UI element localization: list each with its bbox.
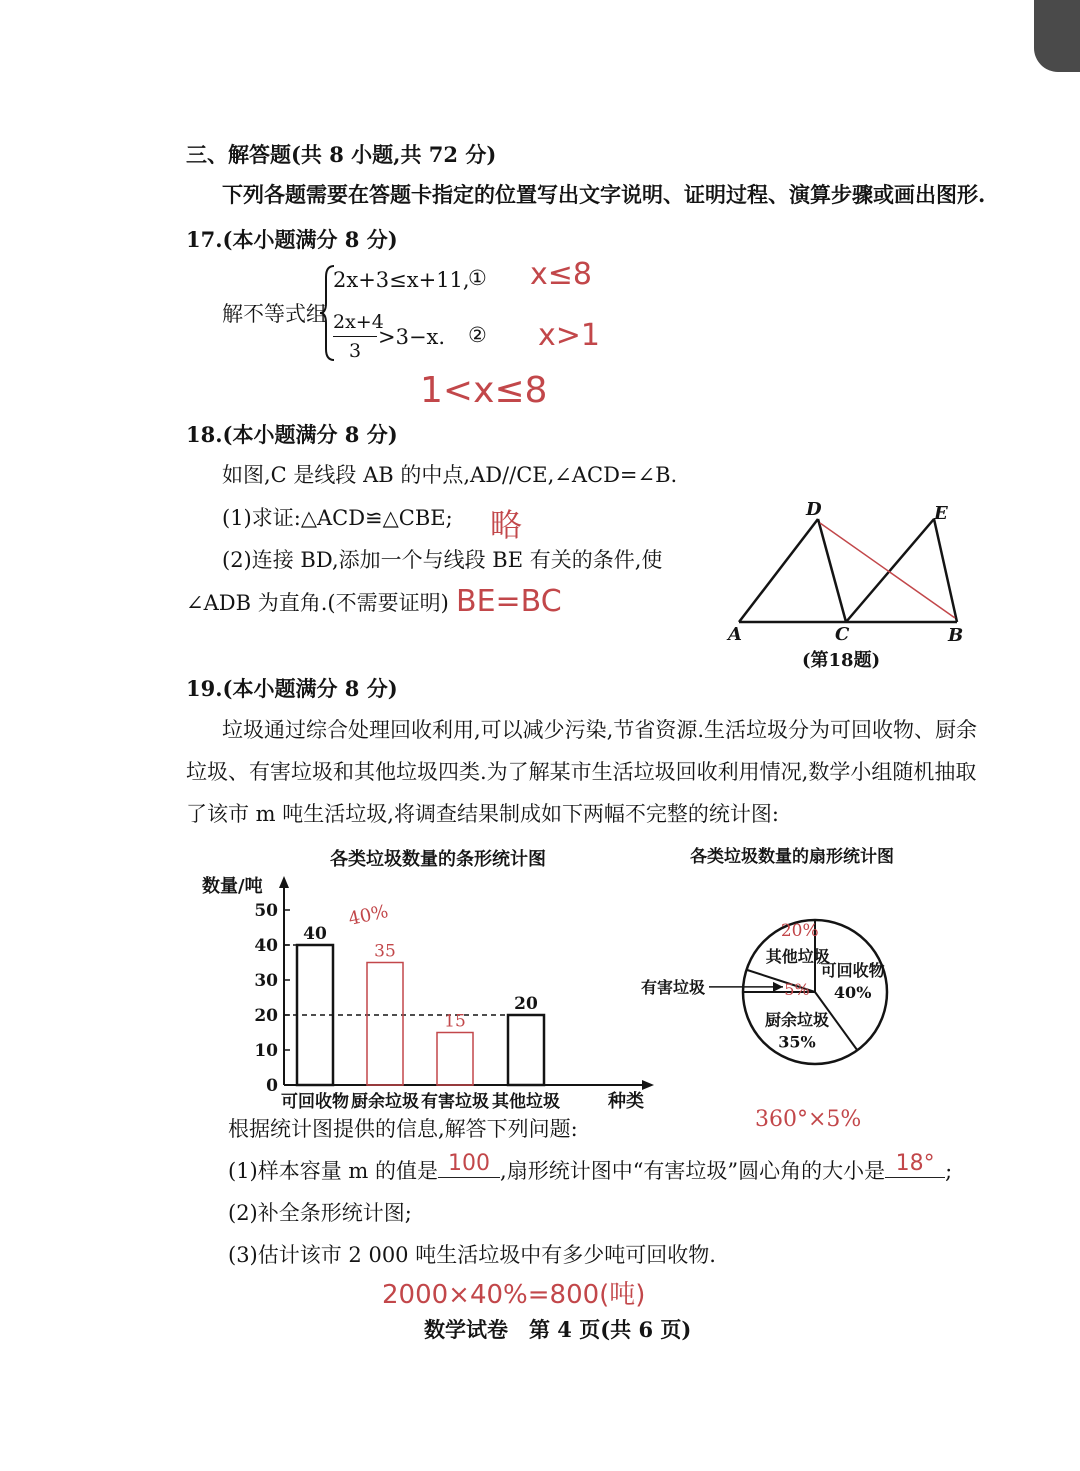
viewer-corner-overlay: [1034, 0, 1080, 72]
section-heading: 三、解答题(共 8 小题,共 72 分): [186, 142, 497, 167]
q19-paragraph-line-2: 垃圾、有害垃圾和其他垃圾四类.为了解某市生活垃圾回收利用情况,数学小组随机抽取: [186, 760, 977, 784]
q19-paragraph-line-3: 了该市 m 吨生活垃圾,将调查结果制成如下两幅不完整的统计图:: [186, 802, 780, 826]
pie-slice-label: 其他垃圾: [765, 946, 830, 966]
q18-figure: [720, 495, 980, 670]
q17-header: 17.(本小题满分 8 分): [186, 227, 398, 252]
bar-category-label: 其他垃圾: [492, 1092, 560, 1112]
q18-handwritten-part-2: BE=BC: [456, 584, 562, 619]
figure-caption: (第18题): [802, 650, 881, 670]
q18-part-2-line-1: (2)连接 BD,添加一个与线段 BE 有关的条件,使: [222, 548, 663, 572]
bar-handwritten-note: 40%: [346, 901, 391, 930]
q19-paragraph-line-1: 垃圾通过综合处理回收利用,可以减少污染,节省资源.生活垃圾分为可回收物、厨余: [222, 718, 978, 742]
bar-chart: [180, 840, 670, 1115]
blank-sample-size: [438, 1151, 500, 1178]
q19-sub-1: [228, 1151, 953, 1183]
q19-sub-3: (3)估计该市 2 000 吨生活垃圾中有多少吨可回收物.: [228, 1243, 716, 1267]
q17-handwritten-answer-1: x≤8: [530, 257, 592, 292]
q17-circle-2: ②: [468, 323, 487, 347]
pie-chart-title: 各类垃圾数量的扇形统计图: [690, 847, 894, 867]
q19-sub-2: (2)补全条形统计图;: [228, 1201, 412, 1225]
bar-handwritten-value: 15: [444, 1011, 466, 1032]
q17-fraction-bar: [333, 336, 377, 337]
bar-handwritten-value: 35: [374, 941, 396, 962]
bar-category-label: 可回收物: [281, 1092, 349, 1112]
pie-slice-label: 可回收物: [820, 960, 885, 980]
section-instruction: 下列各题需要在答题卡指定的位置写出文字说明、证明过程、演算步骤或画出图形.: [222, 182, 986, 207]
bar: [437, 1033, 473, 1086]
bar-category-label: 有害垃圾: [421, 1092, 489, 1112]
q17-prompt: 解不等式组: [222, 302, 327, 326]
pie-handwritten-note: 360°×5%: [755, 1107, 862, 1132]
bar-chart-y-arrow: [279, 876, 289, 888]
q17-inequality-2: >3−x.: [378, 325, 446, 349]
q18-handwritten-part-1: 略: [490, 506, 523, 544]
q19-after-chart: 根据统计图提供的信息,解答下列问题:: [228, 1117, 578, 1141]
label-d: D: [806, 499, 822, 520]
q17-inequality-1: 2x+3≤x+11,: [333, 268, 470, 292]
q19-handwritten-calculation: 2000×40%=800(吨): [382, 1280, 646, 1310]
label-e: E: [934, 503, 948, 524]
segment-ad: [739, 519, 818, 622]
q19-header: 19.(本小题满分 8 分): [186, 676, 398, 701]
label-a: A: [728, 624, 742, 645]
q17-fraction-denominator: 3: [348, 340, 362, 362]
bar-chart-title: 各类垃圾数量的条形统计图: [330, 849, 546, 870]
q19-sub-1-text-b: ,扇形统计图中“有害垃圾”圆心角的大小是: [500, 1159, 886, 1183]
page-footer: 数学试卷 第 4 页(共 6 页): [424, 1317, 692, 1342]
q17-circle-1: ①: [468, 266, 487, 290]
q17-handwritten-answer-2: x>1: [538, 318, 600, 353]
bar-chart-y-tick-label: 20: [254, 1006, 278, 1026]
label-b: B: [948, 625, 964, 646]
q17-handwritten-solution: 1<x≤8: [420, 370, 548, 411]
hw-angle: 18°: [895, 1151, 935, 1176]
bar: [508, 1015, 544, 1085]
bar-category-label: 厨余垃圾: [351, 1092, 419, 1112]
q18-part-2-line-2: ∠ADB 为直角.(不需要证明): [186, 591, 449, 615]
blank-angle: [885, 1151, 945, 1178]
bar-chart-y-tick-label: 50: [254, 901, 278, 921]
pie-slice-label: 有害垃圾: [640, 977, 706, 997]
bar-value-label: 20: [514, 994, 538, 1014]
pie-handwritten-percent: 20%: [780, 920, 819, 941]
bar-chart-y-label: 数量/吨: [202, 876, 263, 897]
segment-dc: [818, 519, 846, 622]
q18-header: 18.(本小题满分 8 分): [186, 422, 398, 447]
q19-sub-1-end: ;: [945, 1159, 953, 1183]
bar-chart-y-tick-label: 0: [266, 1076, 278, 1096]
q19-sub-1-text-a: (1)样本容量 m 的值是: [228, 1159, 439, 1183]
q18-part-1: (1)求证:△ACD≌△CBE;: [222, 506, 453, 530]
segment-ce: [846, 519, 934, 622]
q17-fraction-numerator: 2x+4: [333, 311, 384, 333]
pie-chart: [640, 840, 950, 1140]
bar-chart-y-tick-label: 10: [254, 1041, 278, 1061]
pie-slice-percent: 35%: [778, 1032, 816, 1052]
label-c: C: [835, 624, 850, 645]
bar-chart-y-tick-label: 30: [254, 971, 278, 991]
q18-stem: 如图,C 是线段 AB 的中点,AD//CE,∠ACD=∠B.: [222, 463, 678, 487]
pie-handwritten-percent: 5%: [784, 979, 810, 999]
pie-slice-label: 厨余垃圾: [765, 1010, 830, 1030]
bar-chart-y-tick-label: 40: [254, 936, 278, 956]
pie-label-arrow: [773, 982, 783, 992]
pie-slice-percent: 40%: [833, 982, 872, 1002]
hw-sample-size: 100: [448, 1151, 491, 1176]
bar-value-label: 40: [303, 924, 327, 944]
bar-chart-x-label: 种类: [608, 1091, 644, 1112]
bar: [367, 963, 403, 1086]
